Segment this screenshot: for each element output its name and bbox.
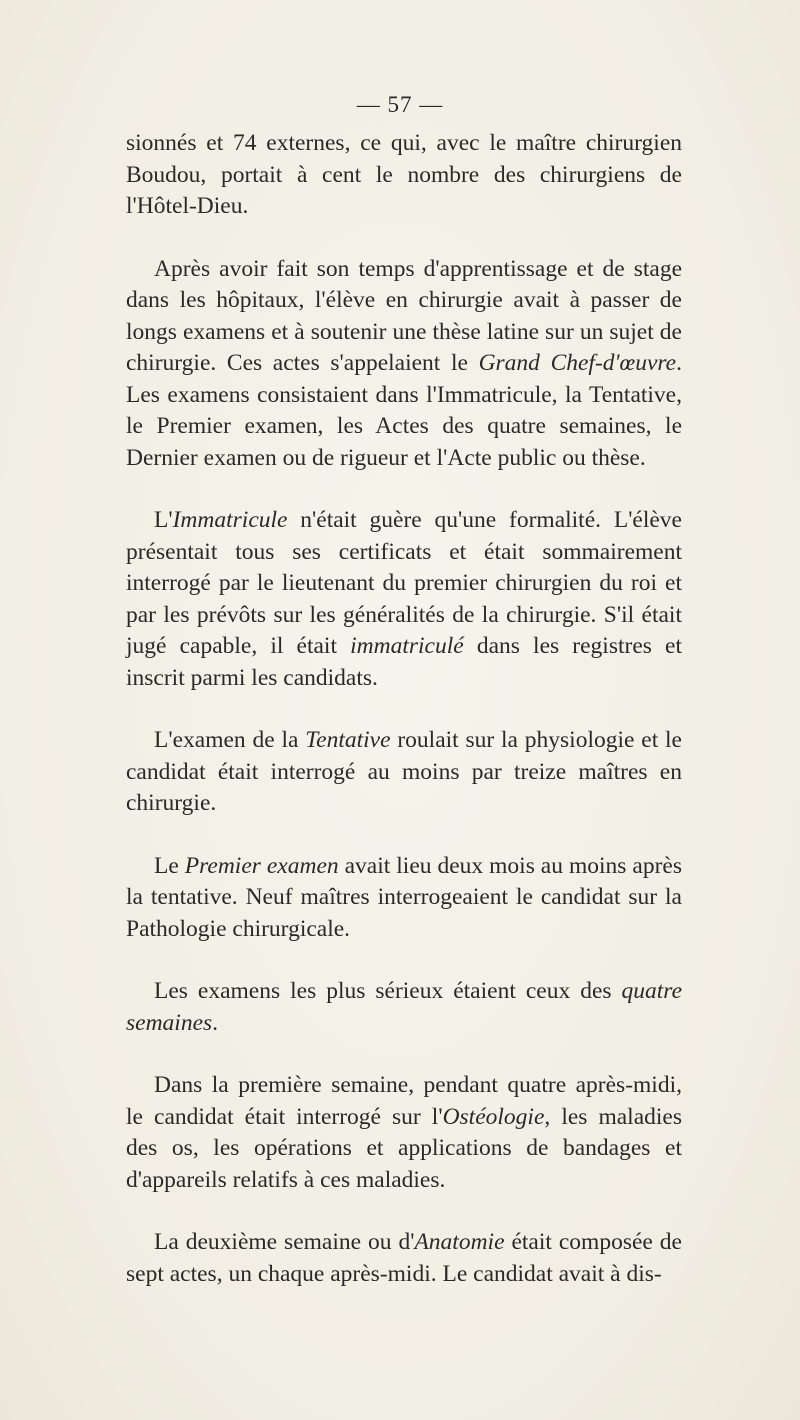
italic-term: immatriculé (350, 633, 464, 659)
text-run: n'était guère qu'une formalité. L'élève présentait tous ses certificats et était sommairement interrogé par le lieutenant du premier chirurgien du roi et par les prévôts sur les généralités de la chirurgie. S'il était jugé capable, il était (126, 507, 682, 659)
text-run: . Les examens consistaient dans l'Immatricule, la Tentative, le Premier examen, les Actes des quatre semaines, le Dernier examen ou de rigueur et l'Acte public ou thèse. (126, 350, 682, 471)
italic-term: Immatricule (172, 507, 288, 533)
text-run: Dans la première semaine, pendant quatre après-midi, le candidat était interrogé sur l' (126, 1072, 682, 1130)
paragraph (126, 725, 682, 820)
paragraph (126, 505, 682, 694)
text-run: roulait sur la physiologie et le candidat était interrogé au moins par treize maîtres en chirurgie. (126, 727, 682, 816)
text-run: L'examen de la (154, 727, 306, 753)
text-run: Les examens les plus sérieux étaient ceux des (154, 978, 622, 1004)
italic-term: Tentative (305, 727, 391, 753)
text-run: Après avoir fait son temps d'apprentissage et de stage dans les hôpitaux, l'élève en chirurgie avait à passer de longs examens et à soutenir une thèse latine sur un sujet de chirurgie. Ces actes s'appelaient le (126, 255, 682, 376)
text-run: était composée de sept actes, un chaque après-midi. Le candidat avait à dis- (126, 1229, 682, 1287)
paragraph (126, 254, 682, 475)
italic-term: Premier examen (184, 852, 339, 879)
paragraph (126, 976, 682, 1039)
body-text (126, 128, 682, 1290)
paragraph (126, 1070, 682, 1196)
page-number: — 57 — (356, 92, 444, 117)
text-run: dans les registres et inscrit parmi les candidats. (126, 633, 682, 691)
text-run: La deuxième semaine ou d' (154, 1229, 415, 1255)
italic-term: Grand Chef-d'œuvre (478, 350, 677, 376)
italic-term: Ostéologie (442, 1103, 545, 1130)
italic-term: quatre semaines (126, 978, 682, 1036)
paragraph (126, 1227, 682, 1290)
text-run: . (212, 1009, 219, 1036)
italic-term: Anatomie (414, 1229, 505, 1255)
text-run: , les maladies des os, les opérations et applications de bandages et d'appareils relatifs à ces maladies. (126, 1103, 682, 1193)
paragraph (126, 128, 682, 223)
text-run: Le (154, 852, 185, 879)
text-run: sionnés et 74 externes, ce qui, avec le maître chirurgien Boudou, portait à cent le nombre des chirurgiens de l'Hôtel-Dieu. (126, 130, 682, 219)
text-run: avait lieu deux mois au moins après la tentative. Neuf maîtres interrogeaient le candidat sur la Pathologie chirurgicale. (126, 852, 682, 942)
paragraph (126, 851, 682, 946)
text-run: L' (154, 507, 173, 533)
